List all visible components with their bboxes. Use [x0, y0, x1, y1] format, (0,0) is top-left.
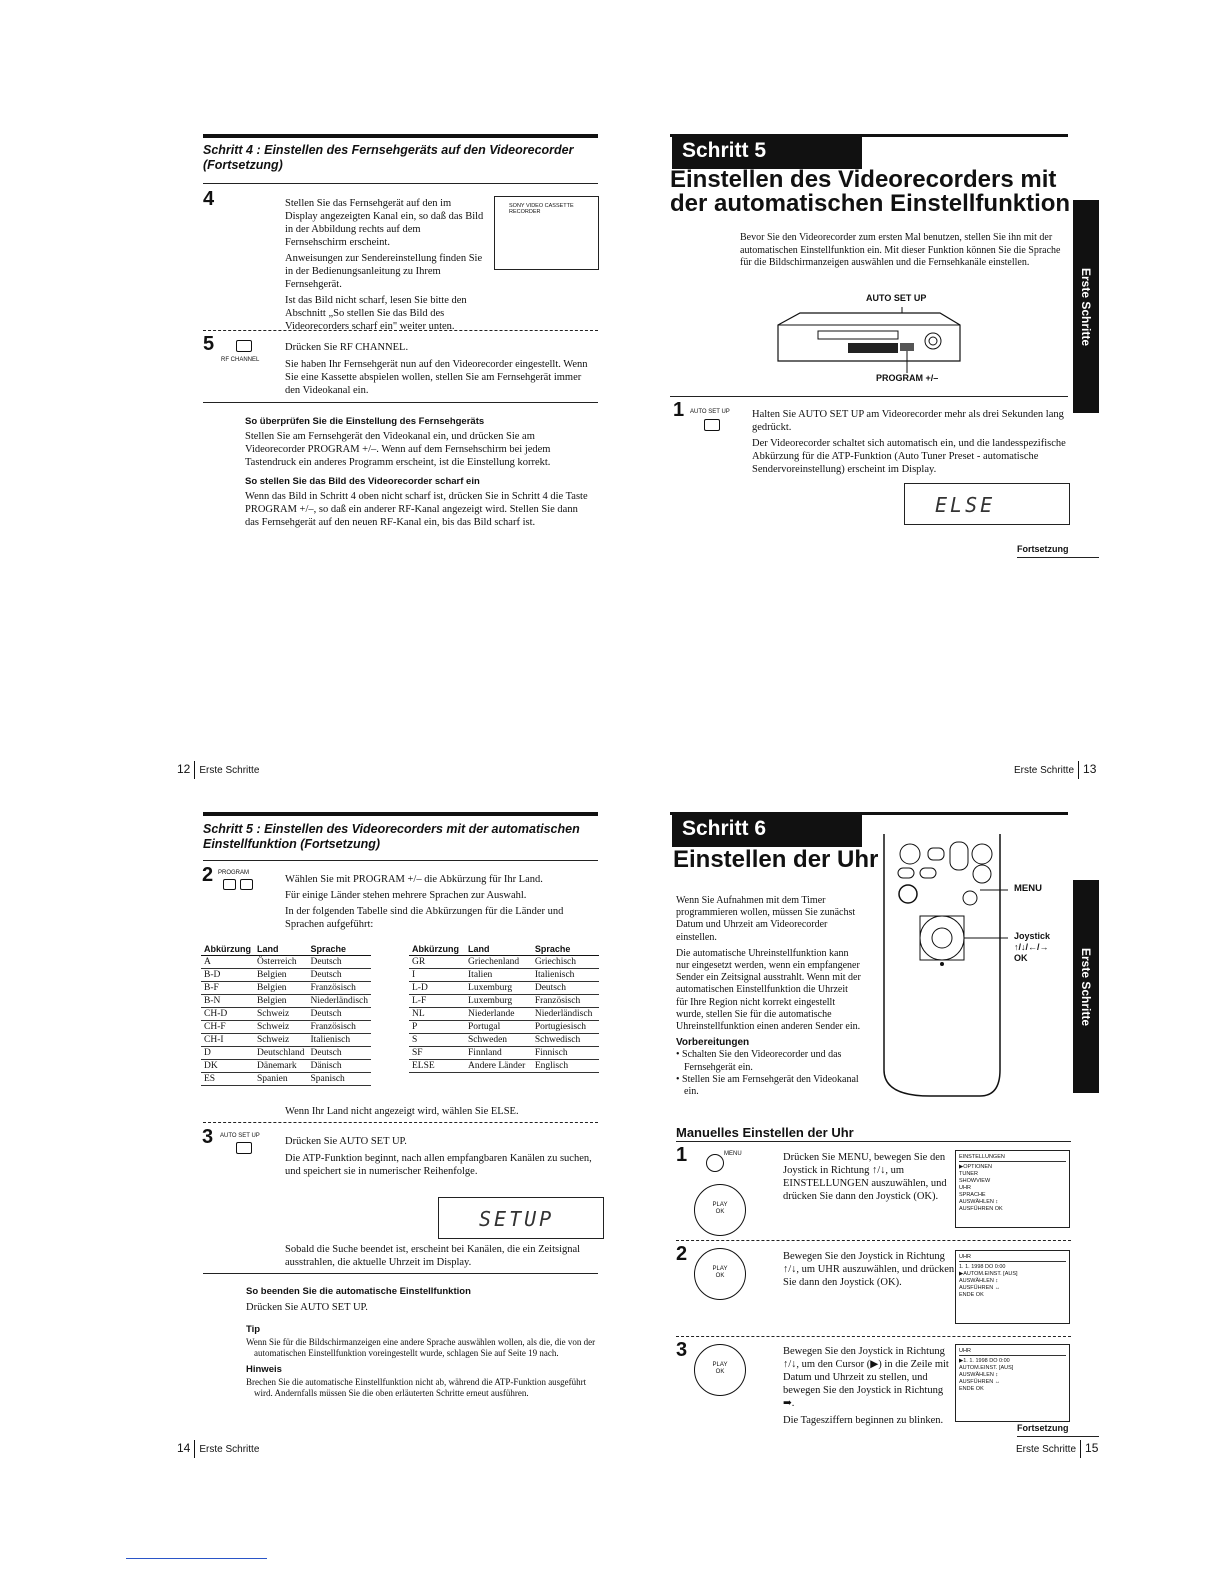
table-cell: Italien	[465, 969, 532, 982]
table-cell: Dänisch	[308, 1060, 372, 1073]
joystick-icon: PLAY OK	[694, 1344, 746, 1396]
table-cell: Spanien	[254, 1073, 308, 1086]
table-cell: Luxemburg	[465, 982, 532, 995]
menu-button-icon	[706, 1154, 724, 1172]
table-cell: Portugal	[465, 1021, 532, 1034]
table-cell: CH-F	[201, 1021, 254, 1034]
table-row	[201, 1008, 371, 1021]
menu-line: UHR	[959, 1185, 971, 1191]
table-cell: L-D	[409, 982, 465, 995]
table-header: Abkürzung	[409, 943, 465, 956]
table-cell: Niederländisch	[308, 995, 372, 1008]
table-cell: Portugiesisch	[532, 1021, 599, 1034]
button-label: AUTO SET UP	[220, 1133, 260, 1139]
table-cell: Französisch	[532, 995, 599, 1008]
table-cell: Englisch	[532, 1060, 599, 1073]
table-row	[201, 982, 371, 995]
divider	[676, 1141, 1071, 1142]
table-cell: DK	[201, 1060, 254, 1073]
table-row	[201, 1021, 371, 1034]
divider	[1017, 1436, 1099, 1437]
program-plus-button-icon	[240, 879, 253, 890]
table-row	[409, 1008, 599, 1021]
table-cell: Belgien	[254, 995, 308, 1008]
table-cell: Französisch	[308, 1021, 372, 1034]
step-5-text: Drücken Sie RF CHANNEL. Sie haben Ihr Fernsehgerät nun auf den Videorecorder eingestellt. Wenn Sie eine Kassette abspielen wollen, stellen Sie am Fernsehgerät immer den Videokanal ein.	[285, 342, 588, 396]
menu-line: SPRACHE	[959, 1192, 986, 1198]
menu-line: AUSFÜHREN ↔	[959, 1285, 1001, 1291]
menu-line: ▶AUTOM.EINST. [AUS]	[959, 1271, 1018, 1277]
vcr-illustration	[770, 305, 970, 377]
table-header: Sprache	[532, 943, 599, 956]
table-header: Land	[254, 943, 308, 956]
auto-set-up-button-icon	[236, 1142, 252, 1154]
table-cell: Deutschland	[254, 1047, 308, 1060]
table-cell: Finnisch	[532, 1047, 599, 1060]
step-number: 2	[676, 1243, 688, 1265]
step-number: 1	[673, 399, 685, 421]
header-rule	[203, 134, 598, 138]
table-row	[409, 1047, 599, 1060]
table-cell: Niederländisch	[532, 1008, 599, 1021]
step-number: 1	[676, 1144, 688, 1166]
table-cell: Deutsch	[308, 1047, 372, 1060]
step-3-text: Bewegen Sie den Joystick in Richtung ↑/↓, um den Cursor (▶) in die Zeile mit Datum und Uhrzeit zu stellen, und bewegen Sie den Joystick in Richtung ➡. Die Tagesziffern beginnen zu blinken.	[783, 1346, 949, 1426]
table-row	[409, 995, 599, 1008]
table-row	[201, 1047, 371, 1060]
side-tab: Erste Schritte	[1073, 200, 1099, 413]
menu-screen	[955, 1250, 1070, 1324]
step-1-text: Drücken Sie MENU, bewegen Sie den Joystick in Richtung ↑/↓, um EINSTELLUNGEN auszuwählen, und drücken Sie dann den Joystick (OK).	[783, 1152, 947, 1202]
table-cell: Schwedisch	[532, 1034, 599, 1047]
table-cell: GR	[409, 956, 465, 969]
table-row	[201, 1034, 371, 1047]
side-tab: Erste Schritte	[1073, 880, 1099, 1093]
table-row	[201, 1060, 371, 1073]
menu-line: AUTOM.EINST. [AUS]	[959, 1365, 1014, 1371]
step-number: 2	[202, 864, 214, 886]
continued-label: Fortsetzung	[1017, 544, 1069, 554]
table-cell: CH-I	[201, 1034, 254, 1047]
intro-text: Wenn Sie Aufnahmen mit dem Timer programmieren wollen, müssen Sie zunächst Datum und Uhrzeit am Videorecorder einstellen. Die automatische Uhreinstellfunktion kann nur eingesetzt werden, wenn ein empfangener Sender ein Zeitsignal ausstrahlt. Wenn mit der automatischen Einstellfunktion die Uhrzeit für Ihre Region nicht korrekt eingestellt wurde, stellen Sie für die automatische Uhreinstellfunktion einen anderen Sender ein. Vorbereitungen • Schalten Sie den Videorecorder und das Fernsehgerät ein. • Stellen Sie am Fernsehgerät den Videokanal ein.	[676, 895, 861, 1098]
table-cell: Schweden	[465, 1034, 532, 1047]
divider	[203, 1273, 598, 1274]
button-label: AUTO SET UP	[690, 409, 730, 415]
menu-line: ENDE OK	[959, 1386, 984, 1392]
table-cell: Schweiz	[254, 1034, 308, 1047]
section-heading: Manuelles Einstellen der Uhr	[676, 1125, 854, 1140]
table-cell: Deutsch	[308, 956, 372, 969]
table-cell: Dänemark	[254, 1060, 308, 1073]
step-badge: Schritt 5	[672, 137, 862, 169]
table-cell: B-D	[201, 969, 254, 982]
menu-line: EINSTELLUNGEN	[959, 1154, 1066, 1162]
page-footer: Erste Schritte 15	[1016, 1440, 1098, 1458]
table-header: Sprache	[308, 943, 372, 956]
divider	[203, 860, 598, 861]
page-title: Einstellen des Videorecorders mit der automatischen Einstellfunktion	[670, 166, 1071, 217]
divider	[203, 1122, 598, 1123]
table-row	[201, 1073, 371, 1086]
divider	[203, 330, 598, 331]
table-header: Abkürzung	[201, 943, 254, 956]
divider	[676, 1240, 1071, 1241]
menu-line: AUSWÄHLEN ↕	[959, 1372, 999, 1378]
table-cell: Luxemburg	[465, 995, 532, 1008]
page-footer: 12 Erste Schritte	[177, 761, 259, 779]
table-cell: Italienisch	[532, 969, 599, 982]
table-cell: Belgien	[254, 969, 308, 982]
joystick-icon: PLAY OK	[694, 1248, 746, 1300]
table-cell: ES	[201, 1073, 254, 1086]
table-header: Land	[465, 943, 532, 956]
table-cell: Griechenland	[465, 956, 532, 969]
header-rule	[203, 812, 598, 816]
table-cell: Schweiz	[254, 1021, 308, 1034]
table-cell: I	[409, 969, 465, 982]
table-cell: Deutsch	[308, 969, 372, 982]
divider	[1017, 557, 1099, 558]
page-footer: Erste Schritte 13	[1014, 761, 1096, 779]
divider	[676, 1336, 1071, 1337]
menu-screen	[955, 1344, 1070, 1422]
joystick-icon: PLAY OK	[694, 1184, 746, 1236]
menu-line: ENDE OK	[959, 1292, 984, 1298]
table-cell: Italienisch	[308, 1034, 372, 1047]
remote-control-illustration	[870, 830, 1010, 1100]
page-heading: Schritt 4 : Einstellen des Fernsehgeräts auf den Videorecorder (Fortsetzung)	[203, 143, 574, 172]
table-cell: Finnland	[465, 1047, 532, 1060]
page-title: Einstellen der Uhr	[673, 846, 879, 873]
callout-label: AUTO SET UP	[866, 293, 927, 303]
step-2-text: Bewegen Sie den Joystick in Richtung ↑/↓, um UHR auszuwählen, und drücken Sie dann den Joystick (OK).	[783, 1251, 955, 1288]
lcd-display: ELSE	[904, 483, 1070, 525]
table-cell: Schweiz	[254, 1008, 308, 1021]
page-footer: 14 Erste Schritte	[177, 1440, 259, 1458]
tv-screen-illustration: SONY VIDEO CASSETTE RECORDER	[494, 196, 599, 270]
table-cell: NL	[409, 1008, 465, 1021]
step-3-text: Drücken Sie AUTO SET UP. Die ATP-Funktion beginnt, nach allen empfangbaren Kanälen zu suchen, und speichert sie in numerischer Reihenfolge.	[285, 1136, 592, 1177]
table-cell: Belgien	[254, 982, 308, 995]
table-cell: Andere Länder	[465, 1060, 532, 1073]
menu-line: UHR	[959, 1348, 1066, 1356]
lcd-display: SETUP	[438, 1197, 604, 1239]
menu-line: UHR	[959, 1254, 1066, 1262]
divider	[670, 396, 1068, 397]
else-note: Wenn Ihr Land nicht angezeigt wird, wählen Sie ELSE.	[285, 1106, 519, 1117]
table-row	[201, 956, 371, 969]
step-number: 3	[676, 1339, 688, 1361]
table-cell: Niederlande	[465, 1008, 532, 1021]
table-row	[409, 1060, 599, 1073]
table-cell: Griechisch	[532, 956, 599, 969]
button-label: RF CHANNEL	[221, 357, 260, 363]
table-cell: Spanisch	[308, 1073, 372, 1086]
step-1-text: Halten Sie AUTO SET UP am Videorecorder mehr als drei Sekunden lang gedrückt. Der Videorecorder schaltet sich automatisch ein, und die landesspezifische Abkürzung für die ATP-Funktion (Auto Tuner Preset - automatische Sendervoreinstellung) erscheint im Display.	[752, 409, 1066, 475]
table-cell: ELSE	[409, 1060, 465, 1073]
divider	[203, 402, 598, 403]
divider	[203, 183, 598, 184]
footer-link-line	[126, 1558, 267, 1559]
table-cell: B-F	[201, 982, 254, 995]
table-cell: Österreich	[254, 956, 308, 969]
menu-line: TUNER	[959, 1171, 978, 1177]
country-table-left	[201, 943, 371, 1086]
menu-line: 1. 1. 1998 DO 0:00	[959, 1264, 1006, 1270]
step-number: 3	[202, 1126, 214, 1148]
end-section: So beenden Sie die automatische Einstellfunktion Drücken Sie AUTO SET UP. Tip Wenn Sie für die Bildschirmanzeigen eine andere Sprache auswählen wollen, als die, die von der automatischen Einstellfunktion voreingestellt wurde, schlagen Sie auf Seite 19 nach. Hinweis Brechen Sie die automatische Einstellfunktion nicht ab, während die ATP-Funktion ausgeführt wird. Andernfalls müssen Sie die oben erläuterten Schritte erneut ausführen.	[246, 1286, 596, 1398]
table-cell: SF	[409, 1047, 465, 1060]
table-cell: Deutsch	[308, 1008, 372, 1021]
menu-screen	[955, 1150, 1070, 1228]
step-2-text: Wählen Sie mit PROGRAM +/– die Abkürzung für Ihr Land. Für einige Länder stehen mehrere Sprachen zur Auswahl. In der folgenden Tabelle sind die Abkürzungen für die Länder und Sprachen aufgeführt:	[285, 874, 564, 930]
menu-line: AUSWÄHLEN ↕	[959, 1199, 999, 1205]
menu-line: ▶OPTIONEN	[959, 1164, 992, 1170]
table-row	[409, 1034, 599, 1047]
table-row	[409, 1021, 599, 1034]
table-cell: L-F	[409, 995, 465, 1008]
menu-line: SHOWVIEW	[959, 1178, 991, 1184]
table-row	[409, 956, 599, 969]
menu-line: AUSFÜHREN ↔	[959, 1379, 1001, 1385]
country-table-right	[409, 943, 599, 1073]
table-cell: Deutsch	[532, 982, 599, 995]
rf-channel-button-icon	[236, 340, 252, 352]
table-cell: CH-D	[201, 1008, 254, 1021]
table-cell: S	[409, 1034, 465, 1047]
page-heading: Schritt 5 : Einstellen des Videorecorders mit der automatischen Einstellfunktion (Fortsetzung)	[203, 822, 580, 851]
check-section: So überprüfen Sie die Einstellung des Fernsehgeräts Stellen Sie am Fernsehgerät den Videokanal ein, und drücken Sie am Videorecorder PROGRAM +/–. Wenn auf dem Fernsehschirm bei jedem Tastendruck ein anderes Programm erscheint, ist die Einstellung korrekt. So stellen Sie das Bild des Videorecorder scharf ein Wenn das Bild in Schritt 4 oben nicht scharf ist, drücken Sie in Schritt 4 die Taste PROGRAM +/–, so daß ein anderer RF-Kanal angezeigt wird. Stellen Sie dann das Fernsehgerät auf den neuen RF-Kanal ein, bis das Bild scharf ist.	[245, 416, 588, 528]
table-row	[409, 969, 599, 982]
joystick-callout: Joystick ↑/↓/←/→ OK	[1014, 931, 1051, 963]
step-number: 4	[203, 188, 215, 210]
table-cell: D	[201, 1047, 254, 1060]
menu-line: AUSFÜHREN OK	[959, 1206, 1003, 1212]
button-label: PROGRAM	[218, 870, 250, 876]
callout-label: PROGRAM +/–	[876, 373, 939, 383]
button-label: MENU	[724, 1151, 742, 1157]
table-row	[409, 982, 599, 995]
table-cell: P	[409, 1021, 465, 1034]
callout-label: MENU	[1014, 883, 1042, 894]
table-cell: B-N	[201, 995, 254, 1008]
step-badge: Schritt 6	[672, 815, 862, 847]
menu-line: AUSWÄHLEN ↕	[959, 1278, 999, 1284]
table-cell: A	[201, 956, 254, 969]
intro-text: Bevor Sie den Videorecorder zum ersten Mal benutzen, stellen Sie ihn mit der automatischen Einstellfunktion ein. Mit dieser Funktion können Sie die Sprache für die Bildschirmanzeigen auswählen und die Fernsehkanäle einstellen.	[740, 232, 1061, 268]
table-row	[201, 969, 371, 982]
step-4-text: Stellen Sie das Fernsehgerät auf den im Display angezeigten Kanal ein, so daß das Bild in der Abbildung rechts auf dem Fernsehschirm erscheint. Anweisungen zur Sendereinstellung finden Sie in der Bedienungsanleitung zu Ihrem Fernsehgerät. Ist das Bild nicht scharf, lesen Sie bitte den Abschnitt „So stellen Sie das Bild des Videorecorders scharf ein" weiter unten.	[285, 198, 484, 332]
step-3-result: Sobald die Suche beendet ist, erscheint bei Kanälen, die ein Zeitsignal ausstrahlen, die aktuelle Uhrzeit im Display.	[285, 1244, 581, 1268]
table-row	[201, 995, 371, 1008]
menu-line: ▶1. 1. 1998 DO 0:00	[959, 1358, 1010, 1364]
step-number: 5	[203, 333, 215, 355]
continued-label: Fortsetzung	[1017, 1423, 1069, 1433]
program-minus-button-icon	[223, 879, 236, 890]
table-cell: Französisch	[308, 982, 372, 995]
auto-set-up-button-icon	[704, 419, 720, 431]
